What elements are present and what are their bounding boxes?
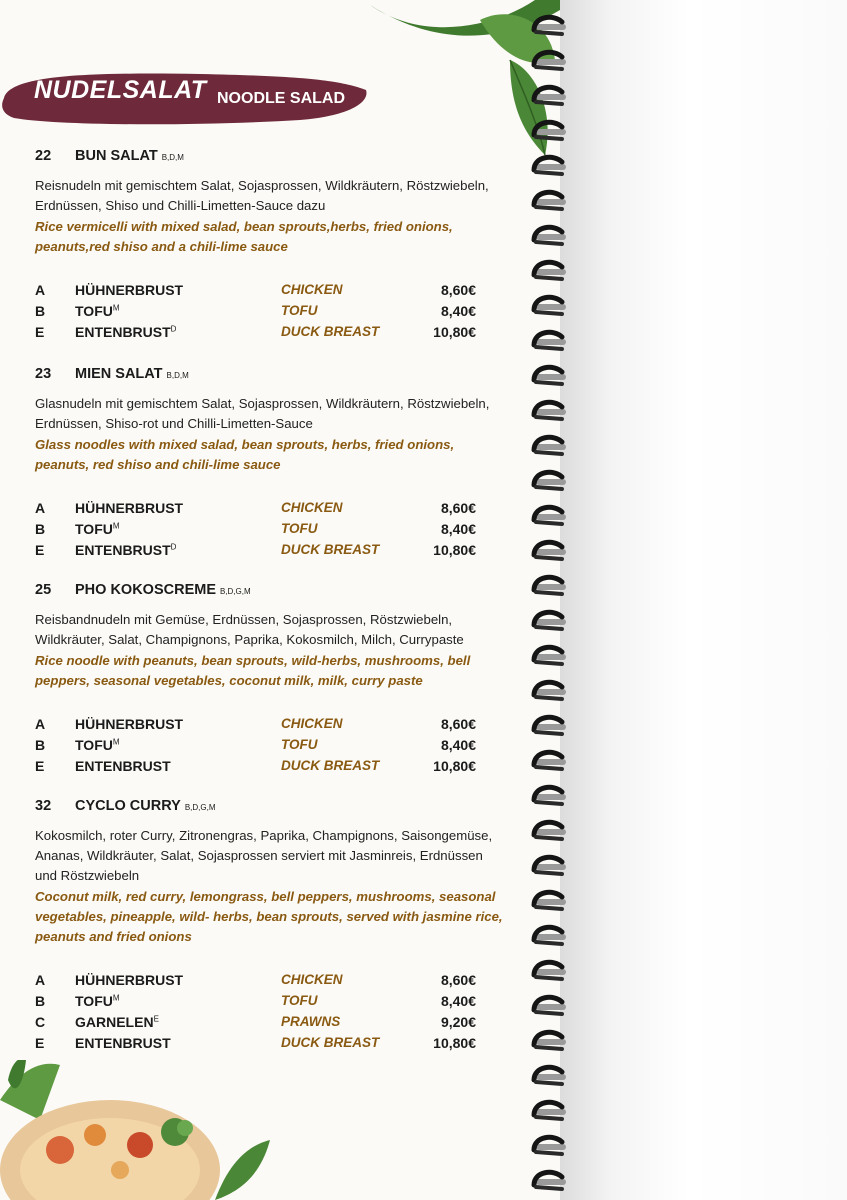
option-name-de: ENTENBRUST	[75, 1034, 171, 1051]
option-name-de: $TOFU^M$	[75, 992, 120, 1009]
food-photo-decoration	[0, 1060, 280, 1200]
item-name: PHO KOKOSCREME	[75, 582, 216, 598]
binding-ring	[534, 927, 566, 944]
item-header	[35, 148, 505, 164]
option-name-de: HÜHNERBRUST	[75, 715, 184, 732]
option-row	[35, 321, 505, 342]
binding-ring	[534, 822, 566, 839]
menu-item	[35, 148, 505, 342]
option-row	[35, 1011, 505, 1032]
option-name-en: CHICKEN	[281, 716, 343, 731]
binding-ring	[534, 577, 566, 594]
option-row	[35, 497, 505, 518]
binding-ring	[534, 332, 566, 349]
binding-ring	[534, 157, 566, 174]
option-row	[35, 713, 505, 734]
option-name-en: TOFU	[281, 993, 318, 1008]
option-row	[35, 734, 505, 755]
item-number: 25	[35, 582, 52, 598]
option-letter: A	[35, 971, 46, 988]
binding-ring	[534, 1172, 566, 1189]
option-name-de: $ENTENBRUST^D$	[75, 541, 177, 558]
option-row	[35, 755, 505, 776]
binding-ring	[534, 507, 566, 524]
binding-ring	[534, 1032, 566, 1049]
binding-ring	[534, 892, 566, 909]
option-price: 8,40€	[440, 992, 476, 1009]
option-name-de: $GARNELEN^E$	[75, 1013, 159, 1030]
item-description-en: Rice vermicelli with mixed salad, bean sprouts,herbs, fried onions, peanuts,red shiso and a chili-lime sauce	[35, 219, 453, 254]
option-letter: E	[35, 323, 45, 340]
binding-ring	[534, 717, 566, 734]
binding-ring	[534, 1137, 566, 1154]
binding-ring	[534, 192, 566, 209]
option-name-en: TOFU	[281, 521, 318, 536]
item-name: MIEN SALAT	[75, 366, 163, 382]
binding-ring	[534, 857, 566, 874]
option-letter: B	[35, 520, 46, 537]
option-name-de: HÜHNERBRUST	[75, 971, 184, 988]
section-title: NUDELSALAT	[34, 76, 207, 104]
option-letter: B	[35, 736, 46, 753]
binding-ring	[534, 997, 566, 1014]
option-row	[35, 1032, 505, 1053]
item-header	[35, 582, 505, 598]
option-name-en: TOFU	[281, 737, 318, 752]
allergen-codes: B,D,M	[161, 153, 184, 162]
option-name-de: $TOFU^M$	[75, 736, 120, 753]
option-letter: C	[35, 1013, 46, 1030]
binding-ring	[534, 647, 566, 664]
option-list	[35, 279, 505, 342]
binding-ring	[534, 437, 566, 454]
section-subtitle: NOODLE SALAD	[217, 90, 345, 107]
option-price: 8,60€	[440, 499, 476, 516]
option-price: 10,80€	[433, 323, 476, 340]
menu-item	[35, 366, 505, 560]
binding-ring	[534, 542, 566, 559]
option-price: 10,80€	[433, 541, 476, 558]
item-description-en: Coconut milk, red curry, lemongrass, bell peppers, mushrooms, seasonal vegetables, pineapple, wild- herbs, bean sprouts, served with jasmine rice, peanuts and fried onions	[35, 889, 503, 944]
option-letter: E	[35, 757, 45, 774]
item-description-de: Glasnudeln mit gemischtem Salat, Sojasprossen, Wildkräutern, Röstzwiebeln, Erdnüssen, Shiso-rot und Chilli-Limetten-Sauce	[35, 396, 490, 431]
option-name-de: $ENTENBRUST^D$	[75, 323, 177, 340]
option-letter: E	[35, 541, 45, 558]
option-name-en: TOFU	[281, 303, 318, 318]
option-price: 9,20€	[440, 1013, 476, 1030]
binding-ring	[534, 17, 566, 34]
option-name-en: DUCK BREAST	[281, 758, 380, 773]
option-price: 8,40€	[440, 520, 476, 537]
option-name-en: DUCK BREAST	[281, 1035, 380, 1050]
option-price: 8,60€	[440, 971, 476, 988]
binding-ring	[534, 367, 566, 384]
item-description-de: Reisnudeln mit gemischtem Salat, Sojasprossen, Wildkräutern, Röstzwiebeln, Erdnüssen, Shiso und Chilli-Limetten-Sauce dazu	[35, 178, 489, 213]
option-name-de: HÜHNERBRUST	[75, 499, 184, 516]
allergen-codes: B,D,M	[166, 371, 189, 380]
binding-ring	[534, 682, 566, 699]
item-description-en: Rice noodle with peanuts, bean sprouts, wild-herbs, mushrooms, bell peppers, seasonal vegetables, coconut milk, milk, curry paste	[35, 653, 471, 688]
binding-ring	[534, 472, 566, 489]
option-row	[35, 969, 505, 990]
binding-ring	[534, 87, 566, 104]
option-name-en: DUCK BREAST	[281, 324, 380, 339]
binding-ring	[534, 752, 566, 769]
option-name-de: $TOFU^M$	[75, 520, 120, 537]
option-name-en: PRAWNS	[281, 1014, 341, 1029]
option-price: 8,40€	[440, 736, 476, 753]
option-row	[35, 279, 505, 300]
menu-item	[35, 798, 505, 1053]
option-letter: A	[35, 281, 46, 298]
option-name-de: ENTENBRUST	[75, 757, 171, 774]
option-name-de: $TOFU^M$	[75, 302, 120, 319]
binding-ring	[534, 962, 566, 979]
option-row	[35, 990, 505, 1011]
binding-ring	[534, 1067, 566, 1084]
item-name: BUN SALAT	[75, 148, 158, 164]
allergen-codes: B,D,G,M	[184, 803, 216, 812]
option-list	[35, 497, 505, 560]
option-letter: E	[35, 1034, 45, 1051]
binding-ring	[534, 262, 566, 279]
option-letter: B	[35, 992, 46, 1009]
allergen-codes: B,D,G,M	[220, 587, 251, 596]
binding-ring	[534, 122, 566, 139]
item-number: 32	[35, 798, 52, 814]
menu-item	[35, 582, 505, 776]
binding-ring	[534, 227, 566, 244]
item-number: 22	[35, 148, 52, 164]
option-name-en: DUCK BREAST	[281, 542, 380, 557]
item-header	[35, 798, 505, 814]
binding-ring	[534, 612, 566, 629]
option-name-en: CHICKEN	[281, 500, 343, 515]
item-description-de: Reisbandnudeln mit Gemüse, Erdnüssen, Sojasprossen, Röstzwiebeln, Wildkräuter, Salat, Champignons, Paprika, Kokosmilch, Milch, Currypaste	[35, 612, 464, 647]
option-row	[35, 539, 505, 560]
binding-ring	[534, 52, 566, 69]
item-header	[35, 366, 505, 382]
option-price: 8,60€	[440, 281, 476, 298]
option-name-en: CHICKEN	[281, 972, 343, 987]
option-list	[35, 969, 505, 1053]
option-name-de: HÜHNERBRUST	[75, 281, 184, 298]
option-price: 10,80€	[433, 757, 476, 774]
item-description-en: Glass noodles with mixed salad, bean sprouts, herbs, fried onions, peanuts, red shiso and chili-lime sauce	[35, 437, 455, 472]
item-description-de: Kokosmilch, roter Curry, Zitronengras, Paprika, Champignons, Saisongemüse, Ananas, Wildkräuter, Salat, Sojasprossen serviert mit Jasminreis, Erdnüssen und Röstzwiebeln	[35, 828, 493, 883]
binding-ring	[534, 787, 566, 804]
option-letter: A	[35, 499, 46, 516]
option-row	[35, 300, 505, 321]
option-price: 8,40€	[440, 302, 476, 319]
spiral-binding	[528, 0, 598, 1200]
option-letter: B	[35, 302, 46, 319]
option-letter: A	[35, 715, 46, 732]
option-price: 10,80€	[433, 1034, 476, 1051]
binding-ring	[534, 297, 566, 314]
option-row	[35, 518, 505, 539]
binding-ring	[534, 402, 566, 419]
option-list	[35, 713, 505, 776]
option-price: 8,60€	[440, 715, 476, 732]
item-number: 23	[35, 366, 52, 382]
binding-ring	[534, 1102, 566, 1119]
option-name-en: CHICKEN	[281, 282, 343, 297]
item-name: CYCLO CURRY	[75, 798, 181, 814]
blank-facing-page	[560, 0, 847, 1200]
